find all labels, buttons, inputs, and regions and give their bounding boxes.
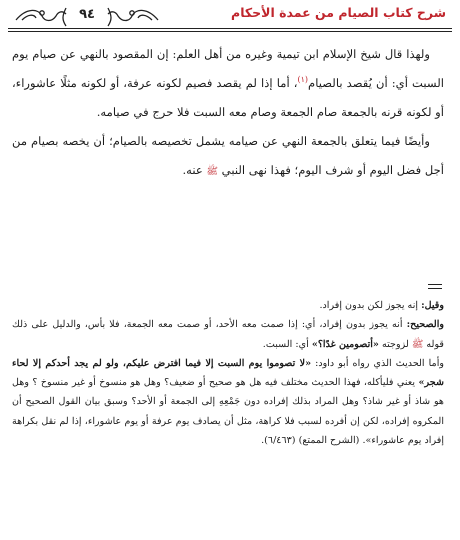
footnote-label: وقيل: — [421, 300, 444, 311]
header-rule — [8, 28, 452, 29]
hadith-quote: «أتصومين غدًا؟» — [311, 338, 379, 350]
footnote-text: أي: السبت. — [262, 338, 312, 350]
paragraph-text: عنه. — [182, 163, 203, 177]
footnote-line — [12, 315, 444, 354]
book-title: شرح كتاب الصيام من عمدة الأحكام — [231, 5, 446, 20]
footnote-line — [12, 354, 444, 450]
page-number-ornament — [12, 4, 162, 28]
footnote-text: أنه يجوز بدون إفراد، أي: إذا صمت معه الأحد، أو صمت معه الجمعة، فلا بأس، والدليل على ذلك قوله — [12, 319, 444, 350]
footnote-ref[interactable]: (١) — [297, 75, 309, 85]
footnote-line — [12, 296, 444, 315]
footnote-text: إنه يجوز لكن بدون إفراد. — [319, 300, 422, 311]
main-text — [12, 40, 444, 186]
paragraph-text: ولهذا قال شيخ الإسلام ابن تيمية وغيره من أهل العلم: إن المقصود بالنهي عن صيام يوم السبت أي: أن يُقصد بالصيام — [12, 47, 444, 90]
footnote-text: وأما الحديث الذي رواه أبو داود: — [311, 357, 444, 369]
footnote-text: يعني فليأكله، فهذا الحديث مختلف فيه هل هو صحيح أو ضعيف؟ وهل هو منسوخ أو غير منسوخ ؟ وهل هو شاذ أو غير شاذ؟ وهل المراد بذلك إفراده دون جَمْعِهِ إلى الجمعة أو الأحد؟ وسبق بيان القول الصحيح أن المكروه إفراده، لكن إن أفرده لسبب فلا كراهة، مثل أن يصادف يوم عرفة أو يوم عاشوراء، إذا لم نقل بكراهة إفراد يوم عاشوراء». (الشرح الممتع) (٦/٤٦٣). — [12, 377, 444, 447]
salutation-glyph: ﷺ — [411, 338, 424, 350]
footnote-separator-thin — [428, 288, 442, 289]
paragraph-text: وأيضًا فيما يتعلق بالجمعة النهي عن صيامه يشمل تخصيصه بالصيام؛ أن يخصه بصيام من أجل فضل اليوم أو شرف اليوم؛ فهذا نهى النبي — [12, 134, 444, 177]
hadith-quote: «لا تصوموا يوم السبت إلا فيما افترض عليكم، ولو لم يجد أحدكم إلا لحاء شجر» — [12, 357, 444, 389]
paragraph — [12, 127, 444, 186]
footnote-separator — [428, 284, 442, 285]
footnotes — [12, 296, 444, 450]
header-rule-thin — [8, 31, 452, 32]
footnote-text: لزوجته — [378, 338, 412, 350]
footnote-label: والصحيح: — [406, 319, 444, 331]
paragraph — [12, 40, 444, 127]
page-number: ٩٤ — [79, 7, 95, 22]
paragraph-text: ، أما إذا لم يقصد فصيم لكونه عرفة، أو لكونه مثلًا عاشوراء، أو لكونه قرنه بالجمعة صام الجمعة وصام معه السبت فلا حرج في صيامه. — [12, 76, 444, 119]
page-header — [8, 4, 452, 30]
salutation-glyph: ﷺ — [206, 166, 218, 177]
